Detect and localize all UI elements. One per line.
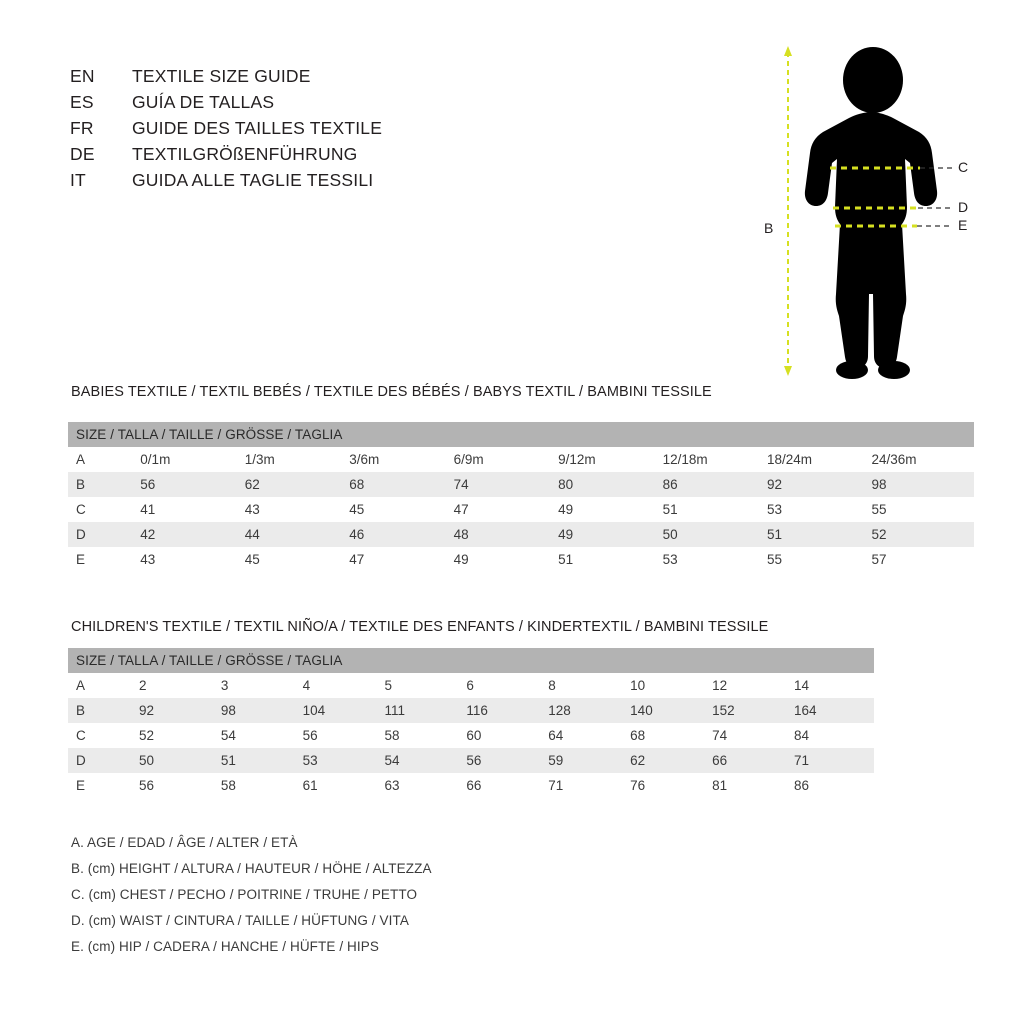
cell: 61 bbox=[302, 778, 318, 793]
cell: 56 bbox=[140, 477, 156, 492]
legend-item-b: B. (cm) HEIGHT / ALTURA / HAUTEUR / HÖHE / ALTEZZA bbox=[71, 861, 432, 876]
cell: 66 bbox=[466, 778, 482, 793]
cell: 71 bbox=[793, 753, 810, 768]
cell: 62 bbox=[244, 477, 260, 492]
cell: 6 bbox=[466, 678, 474, 693]
cell: 53 bbox=[767, 502, 783, 517]
cell: 140 bbox=[630, 703, 653, 718]
figure-label-e: E bbox=[958, 217, 968, 233]
row-label: B bbox=[76, 703, 86, 718]
cell: 60 bbox=[466, 728, 482, 743]
cell: 9/12m bbox=[558, 452, 596, 467]
babies-table-header: SIZE / TALLA / TAILLE / GRÖSSE / TAGLIA bbox=[76, 427, 343, 442]
cell: 51 bbox=[662, 502, 678, 517]
cell: 41 bbox=[140, 502, 156, 517]
cell: 45 bbox=[244, 552, 260, 567]
table-row bbox=[68, 673, 874, 698]
row-label: A bbox=[76, 452, 86, 467]
cell: 8 bbox=[548, 678, 556, 693]
cell: 66 bbox=[712, 753, 728, 768]
cell: 50 bbox=[662, 527, 678, 542]
cell: 43 bbox=[140, 552, 156, 567]
children-section-heading: CHILDREN'S TEXTILE / TEXTIL NIÑO/A / TEXTILE DES ENFANTS / KINDERTEXTIL / BAMBINI TESSILE bbox=[71, 619, 769, 635]
title-lang-es: ES bbox=[70, 92, 94, 112]
cell: 54 bbox=[384, 753, 400, 768]
cell: 58 bbox=[220, 778, 236, 793]
table-row bbox=[68, 547, 974, 572]
cell: 92 bbox=[767, 477, 783, 492]
cell: 42 bbox=[140, 527, 156, 542]
title-row-fr bbox=[70, 118, 382, 142]
table-row bbox=[68, 447, 974, 472]
cell: 5 bbox=[384, 678, 393, 693]
cell: 98 bbox=[871, 477, 887, 492]
cell: 59 bbox=[548, 753, 564, 768]
cell: 74 bbox=[712, 728, 728, 743]
babies-section-heading: BABIES TEXTILE / TEXTIL BEBÉS / TEXTILE DES BÉBÉS / BABYS TEXTIL / BAMBINI TESSILE bbox=[71, 384, 712, 400]
cell: 46 bbox=[349, 527, 365, 542]
cell: 84 bbox=[793, 728, 810, 743]
title-text-es: GUÍA DE TALLAS bbox=[132, 92, 275, 112]
title-lang-it: IT bbox=[70, 170, 86, 190]
row-label: A bbox=[76, 678, 86, 693]
row-label: D bbox=[76, 527, 86, 542]
cell: 68 bbox=[630, 728, 646, 743]
row-label: B bbox=[76, 477, 86, 492]
figure-label-d: D bbox=[958, 199, 969, 215]
cell: 1/3m bbox=[244, 452, 275, 467]
cell: 68 bbox=[349, 477, 365, 492]
table-row bbox=[68, 748, 874, 773]
cell: 3/6m bbox=[349, 452, 380, 467]
cell: 104 bbox=[302, 703, 326, 718]
cell: 57 bbox=[871, 552, 887, 567]
legend-item-c: C. (cm) CHEST / PECHO / POITRINE / TRUHE / PETTO bbox=[71, 887, 418, 902]
cell: 47 bbox=[453, 502, 469, 517]
cell: 86 bbox=[793, 778, 810, 793]
height-arrow-icon bbox=[784, 46, 792, 376]
cell: 52 bbox=[871, 527, 887, 542]
cell: 80 bbox=[558, 477, 574, 492]
cell: 63 bbox=[384, 778, 400, 793]
cell: 62 bbox=[630, 753, 646, 768]
measurement-figure bbox=[740, 40, 1000, 385]
cell: 111 bbox=[384, 703, 406, 718]
title-row-en bbox=[70, 66, 382, 90]
cell: 56 bbox=[139, 778, 155, 793]
cell: 81 bbox=[712, 778, 728, 793]
cell: 4 bbox=[302, 678, 311, 693]
cell: 116 bbox=[466, 703, 488, 718]
cell: 0/1m bbox=[140, 452, 171, 467]
children-table-header: SIZE / TALLA / TAILLE / GRÖSSE / TAGLIA bbox=[76, 653, 343, 668]
legend bbox=[71, 835, 432, 965]
legend-item-e: E. (cm) HIP / CADERA / HANCHE / HÜFTE / HIPS bbox=[71, 939, 379, 954]
cell: 50 bbox=[139, 753, 155, 768]
row-label: C bbox=[76, 502, 86, 517]
cell: 12/18m bbox=[662, 452, 708, 467]
table-row bbox=[68, 522, 974, 547]
cell: 51 bbox=[558, 552, 574, 567]
cell: 47 bbox=[349, 552, 365, 567]
title-row-es bbox=[70, 92, 382, 116]
cell: 10 bbox=[630, 678, 646, 693]
cell: 76 bbox=[630, 778, 646, 793]
cell: 51 bbox=[220, 753, 236, 768]
figure-label-b: B bbox=[764, 220, 774, 236]
cell: 45 bbox=[349, 502, 365, 517]
cell: 52 bbox=[139, 728, 155, 743]
cell: 49 bbox=[558, 502, 574, 517]
cell: 12 bbox=[712, 678, 728, 693]
cell: 44 bbox=[244, 527, 260, 542]
title-block bbox=[70, 66, 382, 196]
babies-size-table bbox=[68, 422, 974, 572]
cell: 56 bbox=[466, 753, 482, 768]
cell: 2 bbox=[139, 678, 147, 693]
row-label: C bbox=[76, 728, 86, 743]
table-row bbox=[68, 723, 874, 748]
cell: 43 bbox=[244, 502, 260, 517]
cell: 3 bbox=[220, 678, 229, 693]
title-lang-en: EN bbox=[70, 66, 95, 86]
table-header-row bbox=[68, 648, 874, 673]
table-header-row bbox=[68, 422, 974, 447]
table-row bbox=[68, 497, 974, 522]
cell: 152 bbox=[712, 703, 735, 718]
cell: 6/9m bbox=[453, 452, 484, 467]
cell: 18/24m bbox=[767, 452, 813, 467]
children-size-table bbox=[68, 648, 874, 798]
cell: 54 bbox=[220, 728, 236, 743]
cell: 92 bbox=[139, 703, 155, 718]
cell: 86 bbox=[662, 477, 678, 492]
cell: 64 bbox=[548, 728, 564, 743]
cell: 48 bbox=[453, 527, 469, 542]
cell: 55 bbox=[767, 552, 783, 567]
cell: 53 bbox=[302, 753, 318, 768]
cell: 14 bbox=[793, 678, 810, 693]
cell: 24/36m bbox=[871, 452, 917, 467]
title-text-de: TEXTILGRÖßENFÜHRUNG bbox=[132, 144, 358, 164]
table-row bbox=[68, 472, 974, 497]
cell: 128 bbox=[548, 703, 571, 718]
cell: 71 bbox=[548, 778, 564, 793]
table-row bbox=[68, 698, 874, 723]
cell: 58 bbox=[384, 728, 400, 743]
cell: 164 bbox=[793, 703, 817, 718]
cell: 51 bbox=[767, 527, 783, 542]
cell: 49 bbox=[453, 552, 469, 567]
title-text-fr: GUIDE DES TAILLES TEXTILE bbox=[132, 118, 383, 138]
row-label: E bbox=[76, 778, 86, 793]
cell: 74 bbox=[453, 477, 469, 492]
legend-item-d: D. (cm) WAIST / CINTURA / TAILLE / HÜFTUNG / VITA bbox=[71, 913, 409, 928]
table-row bbox=[68, 773, 874, 798]
row-label: E bbox=[76, 552, 86, 567]
title-row-it bbox=[70, 170, 382, 194]
title-text-it: GUIDA ALLE TAGLIE TESSILI bbox=[132, 170, 374, 190]
cell: 53 bbox=[662, 552, 678, 567]
child-silhouette bbox=[805, 47, 937, 379]
title-lang-fr: FR bbox=[70, 118, 94, 138]
legend-item-a: A. AGE / EDAD / ÂGE / ALTER / ETÀ bbox=[71, 835, 298, 850]
figure-label-c: C bbox=[958, 159, 969, 175]
cell: 98 bbox=[220, 703, 236, 718]
title-text-en: TEXTILE SIZE GUIDE bbox=[132, 66, 311, 86]
title-lang-de: DE bbox=[70, 144, 95, 164]
cell: 49 bbox=[558, 527, 574, 542]
cell: 55 bbox=[871, 502, 887, 517]
cell: 56 bbox=[302, 728, 318, 743]
row-label: D bbox=[76, 753, 86, 768]
title-row-de bbox=[70, 144, 382, 168]
